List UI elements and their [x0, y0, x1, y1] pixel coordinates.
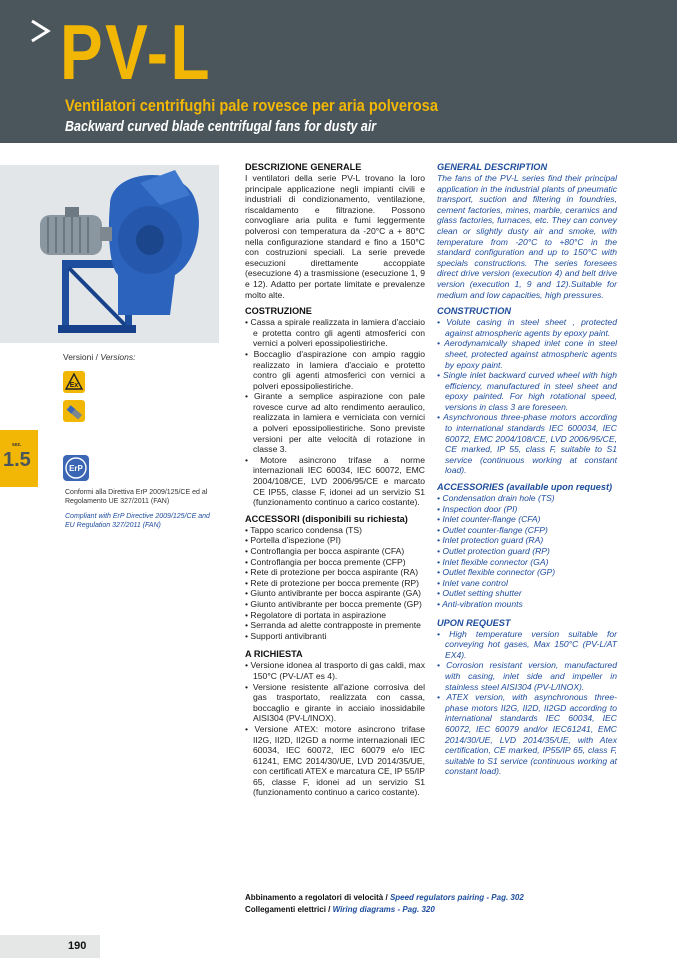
list-item: • Condensation drain hole (TS)	[437, 493, 617, 504]
page-number: 190	[68, 940, 87, 952]
italian-column	[245, 162, 425, 798]
list-item: • Asynchronous three-phase motors according to international standards IEC 600034, IEC 60072, EMC 2004/108/CE, LVD 2006/95/CE, CE marked, IP 55, class F, suitable to S1 service (continuous working at constant load).	[437, 412, 617, 476]
atex-ex-icon	[63, 371, 85, 393]
list-item: • Outlet flexible connector (GP)	[437, 567, 617, 578]
list-item: • Versione idonea al trasporto di gas caldi, max 150°C (PV-L/AT es 4).	[245, 660, 425, 681]
request-list-it	[245, 660, 425, 798]
accessories-list-en	[437, 493, 617, 610]
wiring-diagrams-en: Wiring diagrams	[332, 905, 396, 914]
accessories-list-it	[245, 525, 425, 642]
construction-title-it: COSTRUZIONE	[245, 306, 312, 317]
list-item: • Single inlet backward curved wheel with high efficiency, manufactured in steel sheet and epoxy painted. For high rotational speed, versions in class 3 are foreseen.	[437, 370, 617, 412]
centrifugal-fan-image	[0, 165, 219, 343]
wiring-diagrams-link[interactable]	[245, 904, 524, 916]
list-item: • Rete di protezione per bocca aspirante (RA)	[245, 567, 425, 578]
erp-icon	[63, 455, 89, 481]
list-item: • Outlet setting shutter	[437, 588, 617, 599]
section-number: 1.5	[3, 449, 31, 471]
versions-label-en: Versions:	[100, 352, 136, 362]
list-item: • Inspection door (PI)	[437, 504, 617, 515]
accessories-title-it: ACCESSORI (disponibili su richiesta)	[245, 513, 408, 524]
list-item: • Giunto antivibrante per bocca premente (GP)	[245, 599, 425, 610]
speed-regulators-it: Abbinamento a regolatori di velocità /	[245, 893, 388, 902]
list-item: • Inlet vane control	[437, 578, 617, 589]
speed-regulators-link[interactable]	[245, 892, 524, 904]
request-title-it: A RICHIESTA	[245, 649, 303, 660]
list-item: • Tappo scarico condensa (TS)	[245, 525, 425, 536]
list-item: • Supporti antivibranti	[245, 631, 425, 642]
list-item: • Versione resistente all'azione corrosiva del gas trasportato, realizzata con cassa, boccaglio e girante in acciaio inossidabile AISI304 (PV-L/INOX).	[245, 682, 425, 724]
speed-regulators-en: Speed regulators pairing	[389, 893, 485, 902]
footer-links	[245, 892, 524, 916]
speed-regulators-page: - Pag. 302	[486, 893, 524, 902]
list-item: • Corrosion resistant version, manufactured with casing, inlet side and impeller in stainless steel AISI304 (PV-L/INOX).	[437, 660, 617, 692]
versions-label-it: Versioni /	[63, 352, 98, 362]
chevron-right-icon	[28, 18, 54, 44]
header-banner	[0, 0, 677, 143]
wiring-diagrams-page: - Pag. 320	[397, 905, 435, 914]
subtitle-italian: Ventilatori centrifughi pale rovesce per aria polverosa	[65, 96, 438, 115]
list-item: • Aerodynamically shaped inlet cone in steel sheet, protected against atmospheric agents by epoxy paint.	[437, 338, 617, 370]
list-item: • Girante a semplice aspirazione con pale rovesce curve ad alto rendimento aeraulico, realizzata in lamiera e verniciata con vernici a polveri epossipoliestiriche. Sono previste versioni per alte velocità di rotazione in classe 3.	[245, 391, 425, 455]
list-item: • Regolatore di portata in aspirazione	[245, 610, 425, 621]
list-item: • Inlet counter-flange (CFA)	[437, 514, 617, 525]
list-item: • Boccaglio d'aspirazione con ampio raggio realizzato in lamiera d'acciaio e protetto contro gli agenti atmosferici con vernici a polveri epossipoliestiriche.	[245, 349, 425, 391]
subtitle-english: Backward curved blade centrifugal fans for dusty air	[65, 119, 377, 135]
general-title-en: GENERAL DESCRIPTION	[437, 162, 548, 172]
list-item: • Controflangia per bocca premente (CFP)	[245, 557, 425, 568]
general-text-it: I ventilatori della serie PV-L trovano la loro principale applicazione negli impianti civili e industriali di condizionamento, ventilazione, riscaldamento e filtrazione. Possono convogliare aria pulita e fumi leggermente polverosi con temperatura da -20°C a + 80°C nella configurazione standard e fino a 150°C con costruzioni speciali. La serie prevede esecuzioni direttamente accoppiate (esecuzione 4) a trasmissione (esecuzione 1, 9 e 12). Adatto per portate limitate e prevalenze molto alte.	[245, 173, 425, 300]
request-title-en: UPON REQUEST	[437, 617, 511, 628]
page-title: PV-L	[60, 8, 213, 96]
general-text-en: The fans of the PV-L series find their principal application in the industrial plants of pneumatic transport, suction and filtering in foundries, cement factories, mines, marble, ceramics and glass factories, furnaces, etc. They can convey clean or slightly dusty air and smoke, with temperature from -20°C to +80°C in the standard configuration and up to 150°C with specials constructions. The series foresees direct drive version (execution 4) and belt drive version (execution 1, 9 and 12).Suitable for medium and low capacities, high pressures.	[437, 173, 617, 300]
english-column	[437, 162, 617, 777]
list-item: • Motore asincrono trifase a norme internazionali IEC 60034, IEC 60072, EMC 2004/108/CE, LVD 2006/95/CE e marcato CE IP55, classe F, idonei ad un servizio S1 (funzionamento continuo a carico costante).	[245, 455, 425, 508]
construction-list-it	[245, 317, 425, 508]
list-item: • Inlet protection guard (RA)	[437, 535, 617, 546]
list-item: • Versione ATEX: motore asincrono trifase II2G, II2D, II2GD a norme internazionali IEC 60034, IEC 60072, IEC 60079 e/o IEC 61241, EMC 2014/30/UE, LVD 2014/35/UE, con certificati ATEX e marcatura CE, IP 55/IP 65, classe F, idonei ad un servizio S1 (funzionamento continuo a carico costante).	[245, 724, 425, 798]
inox-stainless-icon	[63, 400, 85, 422]
list-item: • Giunto antivibrante per bocca aspirante (GA)	[245, 588, 425, 599]
erp-compliance-it: Conformi alla Direttiva ErP 2009/125/CE ed al Regolamento UE 327/2011 (FAN)	[65, 489, 208, 505]
product-photo	[0, 165, 219, 343]
svg-text:Ex: Ex	[69, 382, 79, 389]
list-item: • ATEX version, with asynchronous three-phase motors II2G, II2D, II2GD according to international standards IEC 60034, IEC 60072, IEC 60079 and/or IEC61241, EMC 2014/30/UE, LVD 2014/35/UE, with Atex certification, CE marked, IP55/IP 65, class F, suitable to S1 service (continuous working at constant load).	[437, 692, 617, 777]
section-tab	[0, 430, 38, 487]
general-title-it: DESCRIZIONE GENERALE	[245, 162, 362, 172]
list-item: • Rete di protezione per bocca premente (RP)	[245, 578, 425, 589]
section-label: sez.	[12, 442, 22, 448]
construction-title-en: CONSTRUCTION	[437, 306, 512, 317]
list-item: • Serranda ad alette contrapposte in premente	[245, 620, 425, 631]
accessories-title-en: ACCESSORIES (available upon request)	[437, 482, 613, 493]
erp-compliance-en: Compliant with ErP Directive 2009/125/CE and EU Regulation 327/2011 (FAN)	[65, 513, 210, 529]
request-list-en	[437, 629, 617, 777]
list-item: • Inlet flexible connector (GA)	[437, 557, 617, 568]
wiring-diagrams-it: Collegamenti elettrici /	[245, 905, 331, 914]
list-item: • Anti-vibration mounts	[437, 599, 617, 610]
versions-label	[63, 352, 135, 362]
list-item: • Outlet counter-flange (CFP)	[437, 525, 617, 536]
list-item: • Volute casing in steel sheet , protected against atmospheric agents by epoxy paint.	[437, 317, 617, 338]
construction-list-en	[437, 317, 617, 476]
list-item: • Portella d'ispezione (PI)	[245, 535, 425, 546]
list-item: • Controflangia per bocca aspirante (CFA)	[245, 546, 425, 557]
list-item: • Outlet protection guard (RP)	[437, 546, 617, 557]
erp-label: ErP	[69, 464, 83, 473]
list-item: • High temperature version suitable for conveying hot gases, Max 150°C (PV-L/AT EX4).	[437, 629, 617, 661]
list-item: • Cassa a spirale realizzata in lamiera d'acciaio e protetta contro gli agenti atmosferici con vernici a polveri epossipoliestiriche.	[245, 317, 425, 349]
